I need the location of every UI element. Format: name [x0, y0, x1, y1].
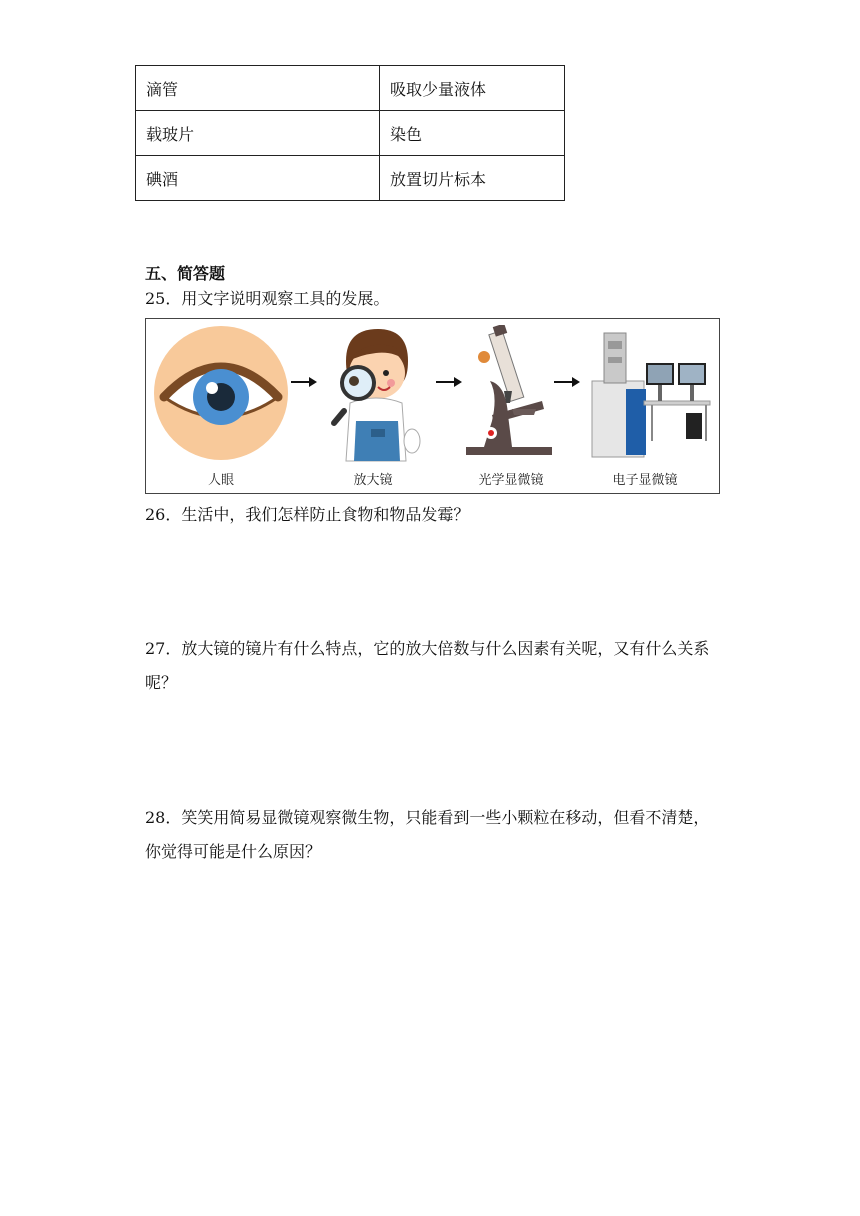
observation-tools-figure [145, 318, 720, 494]
question-28: 28．笑笑用简易显微镜观察微生物，只能看到一些小颗粒在移动，但看不清楚，你觉得可能是什么原因？ [145, 808, 710, 861]
label-electron-microscope: 电子显微镜 [612, 473, 678, 488]
arrow-right-icon [436, 377, 462, 387]
eye-icon [152, 325, 290, 461]
table-row [136, 111, 565, 156]
label-magnifier: 放大镜 [353, 473, 393, 488]
section-title: 五、简答题 [145, 264, 226, 283]
table-cell-use: 放置切片标本 [380, 156, 565, 201]
arrow-right-icon [291, 377, 317, 387]
arrow-right-icon [554, 377, 580, 387]
table-cell-use: 染色 [380, 111, 565, 156]
label-optical-microscope: 光学显微镜 [478, 473, 544, 488]
table-cell-tool: 滴管 [136, 66, 380, 111]
label-human-eye: 人眼 [207, 473, 234, 488]
optical-microscope-icon [464, 325, 556, 463]
table-cell-use: 吸取少量液体 [380, 66, 565, 111]
electron-microscope-icon [586, 329, 716, 459]
question-25: 25．用文字说明观察工具的发展。 [145, 289, 390, 308]
boy-with-magnifier-icon [316, 321, 426, 466]
question-26: 26．生活中，我们怎样防止食物和物品发霉？ [145, 505, 470, 524]
table-row [136, 66, 565, 111]
matching-table [135, 65, 565, 201]
table-row [136, 156, 565, 201]
question-27: 27．放大镜的镜片有什么特点，它的放大倍数与什么因素有关呢，又有什么关系呢？ [145, 639, 710, 692]
table-cell-tool: 碘酒 [136, 156, 380, 201]
table-cell-tool: 载玻片 [136, 111, 380, 156]
